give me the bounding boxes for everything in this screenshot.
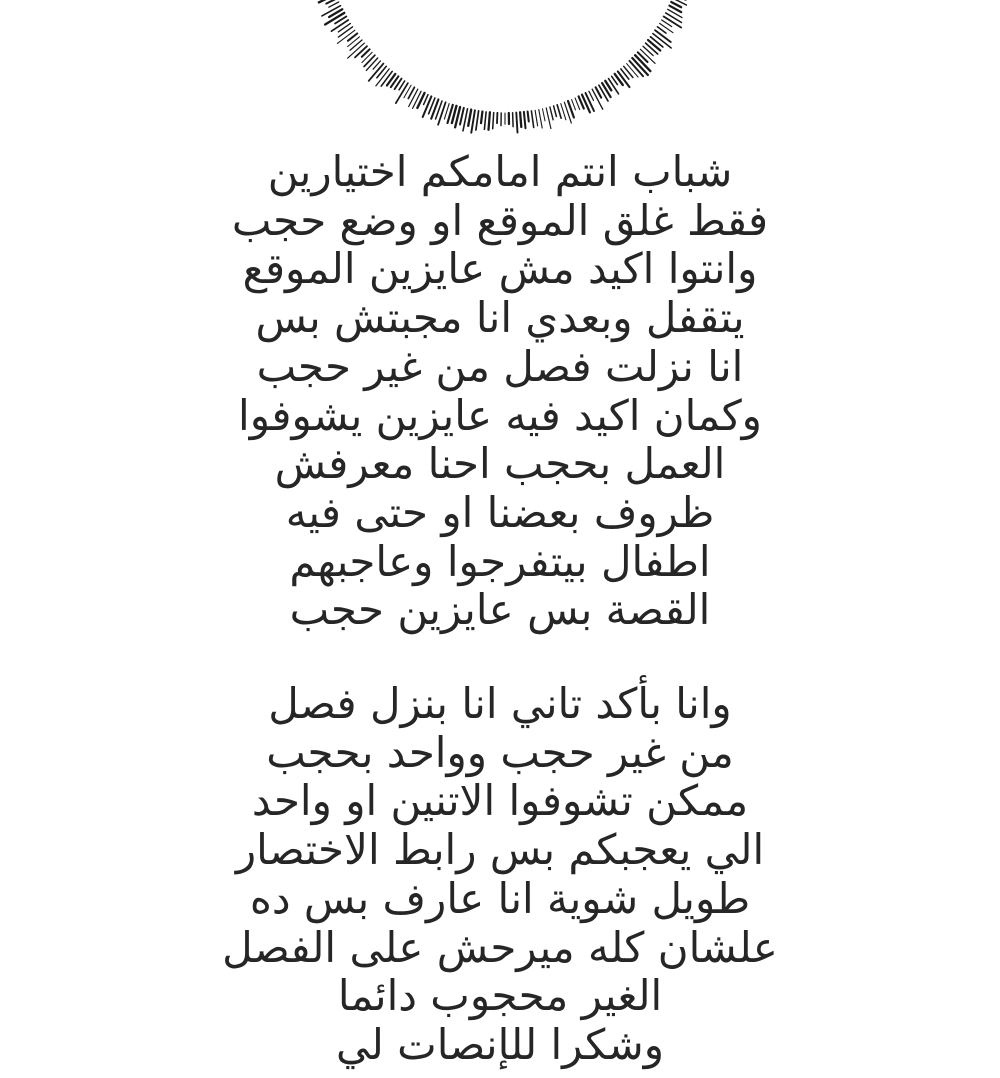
message-line: فقط غلق الموقع او وضع حجب <box>231 195 769 245</box>
burst-ray <box>572 100 576 110</box>
burst-ray <box>627 64 639 78</box>
burst-ray <box>364 55 375 66</box>
burst-ray <box>524 112 526 128</box>
message-line: العمل بحجب احنا معرفش <box>274 439 726 489</box>
message-line: شباب انتم امامكم اختيارين <box>267 147 733 196</box>
message-line: يتقفل وبعدي انا مجبتش بس <box>255 293 745 343</box>
burst-ray <box>582 95 590 113</box>
burst-ray <box>535 110 538 126</box>
message-line: الي يعجبكم بس رابط الاختصار <box>235 825 765 875</box>
radiating-lines-burst-icon <box>0 0 1000 135</box>
burst-ray <box>589 91 594 100</box>
message-line: وانا بأكد تاني انا بنزل فصل <box>268 679 732 728</box>
burst-ray <box>660 23 673 32</box>
burst-ray <box>484 112 486 129</box>
burst-ray <box>666 13 682 23</box>
burst-ray <box>423 96 432 117</box>
burst-ray <box>409 89 418 106</box>
message-line: طويل شوية انا عارف بس ده <box>249 873 751 923</box>
burst-ray <box>531 111 533 128</box>
burst-ray <box>338 27 352 37</box>
message-line: الغير محجوب دائما <box>337 971 663 1021</box>
burst-ray <box>460 108 464 125</box>
message-line: وشكرا للإنصات لي <box>336 1019 664 1069</box>
burst-ray <box>331 20 348 31</box>
burst-ray <box>348 37 360 47</box>
burst-ray <box>557 105 561 118</box>
burst-ray <box>438 102 446 124</box>
burst-ray <box>476 111 479 130</box>
burst-ray <box>489 112 490 130</box>
message-line: انا نزلت فصل من غير حجب <box>256 341 744 391</box>
burst-ray <box>413 91 422 108</box>
message-line: من غير حجب وواحد بحجب <box>266 727 734 777</box>
message-line: اطفال بيتفرجوا وعاجبهم <box>289 536 711 586</box>
message-line: علشان كله ميرحش على الفصل <box>222 922 778 972</box>
burst-ray <box>513 113 514 127</box>
burst-ray <box>468 110 471 126</box>
burst-ray <box>648 40 660 51</box>
burst-ray <box>664 17 681 28</box>
message-line: القصة بس عايزين حجب <box>289 585 711 635</box>
burst-ray <box>599 85 608 101</box>
burst-ray <box>471 110 475 132</box>
burst-ray <box>520 112 521 127</box>
message-paragraph-2 <box>0 680 1000 1070</box>
burst-ray <box>651 37 663 47</box>
message-line: ممكن تشوفوا الاتنين او واحد <box>251 776 749 826</box>
burst-ray <box>646 43 658 54</box>
message-line: ظروف بعضنا او حتى فيه <box>285 487 715 537</box>
burst-ray <box>493 113 494 129</box>
burst-ray <box>329 2 339 7</box>
burst-ray <box>624 66 633 77</box>
burst-ray <box>377 66 386 78</box>
burst-ray <box>481 112 482 124</box>
burst-ray <box>350 40 362 50</box>
message-line: وانتوا اكيد مش عايزين الموقع <box>242 244 758 294</box>
burst-ray <box>528 112 529 122</box>
message-paragraph-1 <box>0 148 1000 635</box>
burst-ray <box>366 58 377 70</box>
burst-ray <box>550 107 553 120</box>
message-line: وكمان اكيد فيه عايزين يشوفوا <box>238 390 762 440</box>
burst-ray <box>516 113 517 133</box>
burst-ray <box>586 93 595 111</box>
burst-ray <box>655 30 671 42</box>
burst-ray <box>539 110 542 128</box>
burst-ray <box>355 46 367 57</box>
burst-ray <box>554 106 557 117</box>
burst-ray <box>543 109 546 121</box>
